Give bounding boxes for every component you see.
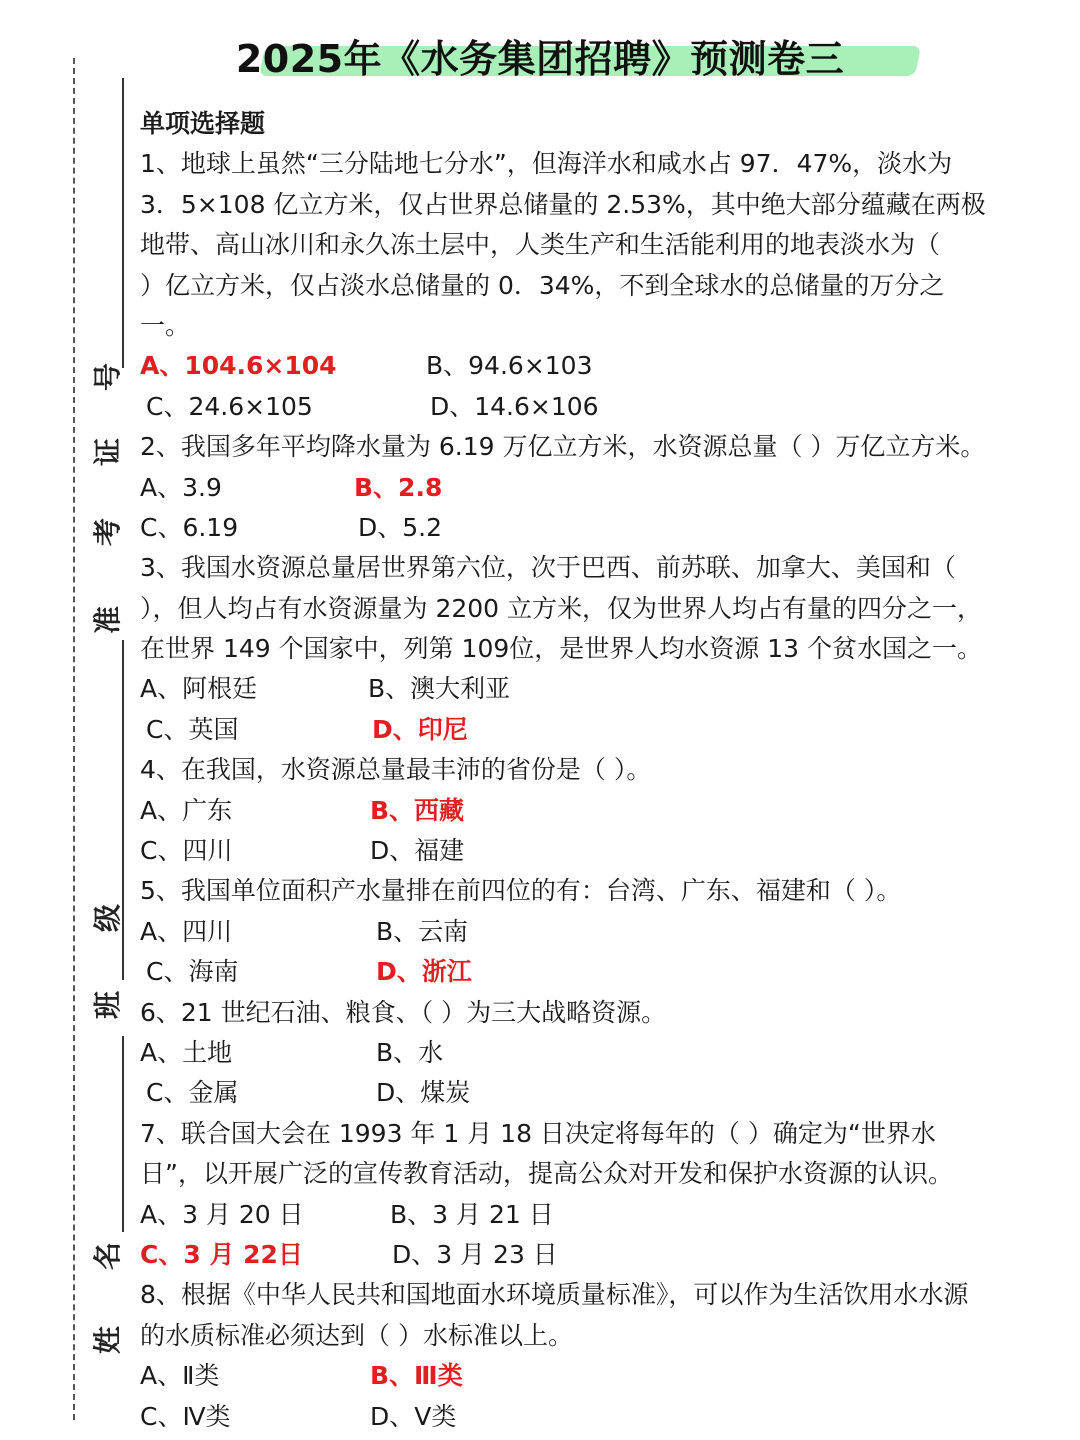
option-b-correct[interactable]: B、2.8 bbox=[354, 472, 443, 502]
option-a[interactable]: A、四川 bbox=[140, 916, 233, 946]
question-text-line: 2、我国多年平均降水量为 6.19 万亿立方米，水资源总量（ ）万亿立方米。 bbox=[140, 432, 986, 462]
question-1 bbox=[140, 144, 1060, 427]
option-d[interactable]: D、煤炭 bbox=[376, 1078, 471, 1108]
option-a[interactable]: A、3 月 20 日 bbox=[140, 1199, 304, 1229]
section-title: 单项选择题 bbox=[140, 109, 266, 138]
option-row bbox=[140, 508, 1060, 548]
option-row bbox=[140, 710, 1060, 750]
option-b-correct[interactable]: B、Ⅲ类 bbox=[370, 1361, 463, 1391]
option-row bbox=[140, 912, 1060, 952]
option-c[interactable]: C、金属 bbox=[146, 1078, 239, 1108]
option-d[interactable]: D、14.6×106 bbox=[430, 391, 599, 421]
question-text-line: 3、我国水资源总量居世界第六位，次于巴西、前苏联、加拿大、美国和（ bbox=[140, 553, 956, 583]
side-label-ming: 名 bbox=[91, 1242, 124, 1271]
option-d[interactable]: D、Ⅴ类 bbox=[370, 1401, 457, 1431]
option-a[interactable]: A、Ⅱ类 bbox=[140, 1361, 220, 1391]
option-c[interactable]: C、24.6×105 bbox=[146, 391, 313, 421]
question-5 bbox=[140, 871, 1060, 992]
question-text-line: 6、21 世纪石油、粮食、（ ）为三大战略资源。 bbox=[140, 997, 667, 1027]
option-b[interactable]: B、94.6×103 bbox=[426, 351, 593, 381]
side-label-zheng: 证 bbox=[91, 438, 124, 467]
option-row bbox=[140, 831, 1060, 871]
option-c[interactable]: C、四川 bbox=[140, 836, 233, 866]
question-6 bbox=[140, 993, 1060, 1114]
title-block bbox=[0, 24, 1080, 90]
option-a[interactable]: A、3.9 bbox=[140, 472, 222, 502]
option-row bbox=[140, 387, 1060, 427]
side-label-zhun: 准 bbox=[91, 606, 124, 635]
option-row bbox=[140, 1397, 1060, 1437]
option-a-correct[interactable]: A、104.6×104 bbox=[140, 351, 337, 381]
question-text-line: 在世界 149 个国家中，列第 109位，是世界人均水资源 13 个贫水国之一。 bbox=[140, 634, 982, 664]
option-c[interactable]: C、海南 bbox=[146, 957, 239, 987]
option-a[interactable]: A、阿根廷 bbox=[140, 674, 258, 704]
option-d[interactable]: D、5.2 bbox=[358, 512, 443, 542]
side-label-xing: 姓 bbox=[91, 1326, 124, 1355]
question-7 bbox=[140, 1114, 1060, 1276]
option-b[interactable]: B、水 bbox=[376, 1037, 444, 1067]
option-c[interactable]: C、英国 bbox=[146, 714, 239, 744]
option-a[interactable]: A、土地 bbox=[140, 1037, 233, 1067]
margin-rule-1 bbox=[122, 78, 124, 368]
question-text-line: 5、我国单位面积产水量排在前四位的有：台湾、广东、福建和（ ）。 bbox=[140, 876, 902, 906]
option-row bbox=[140, 1235, 1060, 1275]
option-d-correct[interactable]: D、浙江 bbox=[376, 957, 472, 987]
option-b[interactable]: B、云南 bbox=[376, 916, 469, 946]
side-label-ban: 班 bbox=[91, 991, 124, 1020]
option-row bbox=[140, 669, 1060, 709]
option-row bbox=[140, 1073, 1060, 1113]
option-row bbox=[140, 791, 1060, 831]
question-list bbox=[140, 104, 1060, 1437]
option-c[interactable]: C、6.19 bbox=[140, 512, 239, 542]
side-label-kao: 考 bbox=[91, 518, 124, 547]
question-text-line: 3．5×108 亿立方米，仅占世界总储量的 2.53%，其中绝大部分蕴藏在两极 bbox=[140, 189, 986, 219]
question-3 bbox=[140, 548, 1060, 750]
question-text-line: 8、根据《中华人民共和国地面水环境质量标准》，可以作为生活饮用水水源 bbox=[140, 1280, 969, 1310]
question-8 bbox=[140, 1275, 1060, 1437]
question-text-line: 的水质标准必须达到（ ）水标准以上。 bbox=[140, 1320, 573, 1350]
question-text-line: ），但人均占有水资源量为 2200 立方米，仅为世界人均占有量的四分之一， bbox=[140, 593, 983, 623]
option-row bbox=[140, 346, 1060, 386]
side-label-hao: 号 bbox=[91, 363, 124, 392]
option-row bbox=[140, 468, 1060, 508]
side-label-ji: 级 bbox=[91, 904, 124, 933]
question-text-line: 一。 bbox=[140, 310, 191, 340]
question-text-line: 日”，以开展广泛的宣传教育活动，提高公众对开发和保护水资源的认识。 bbox=[140, 1159, 953, 1189]
option-a[interactable]: A、广东 bbox=[140, 795, 233, 825]
cut-line bbox=[73, 58, 75, 1420]
option-row bbox=[140, 1356, 1060, 1396]
page-title: 2025年《水务集团招聘》预测卷三 bbox=[235, 37, 845, 81]
option-d[interactable]: D、福建 bbox=[370, 836, 465, 866]
option-d-correct[interactable]: D、印尼 bbox=[372, 714, 468, 744]
question-2 bbox=[140, 427, 1060, 548]
question-text-line: 4、在我国，水资源总量最丰沛的省份是（ ）。 bbox=[140, 755, 652, 785]
option-b[interactable]: B、澳大利亚 bbox=[368, 674, 511, 704]
option-b-correct[interactable]: B、西藏 bbox=[370, 795, 465, 825]
question-text-line: 地带、高山冰川和永久冻土层中，人类生产和生活能利用的地表淡水为（ bbox=[140, 230, 941, 260]
option-row bbox=[140, 1195, 1060, 1235]
option-c-correct[interactable]: C、3 月 22日 bbox=[140, 1239, 303, 1269]
question-text-line: 7、联合国大会在 1993 年 1 月 18 日决定将每年的（ ）确定为“世界水 bbox=[140, 1118, 936, 1148]
option-d[interactable]: D、3 月 23 日 bbox=[392, 1239, 558, 1269]
option-b[interactable]: B、3 月 21 日 bbox=[390, 1199, 554, 1229]
margin-rule-3 bbox=[122, 1036, 124, 1232]
option-row bbox=[140, 1033, 1060, 1073]
question-4 bbox=[140, 750, 1060, 871]
question-text-line: ）亿立方米，仅占淡水总储量的 0．34%，不到全球水的总储量的万分之 bbox=[140, 270, 945, 300]
question-text-line: 1、地球上虽然“三分陆地七分水”，但海洋水和咸水占 97．47%，淡水为 bbox=[140, 149, 953, 179]
option-row bbox=[140, 952, 1060, 992]
option-c[interactable]: C、Ⅳ类 bbox=[140, 1401, 231, 1431]
